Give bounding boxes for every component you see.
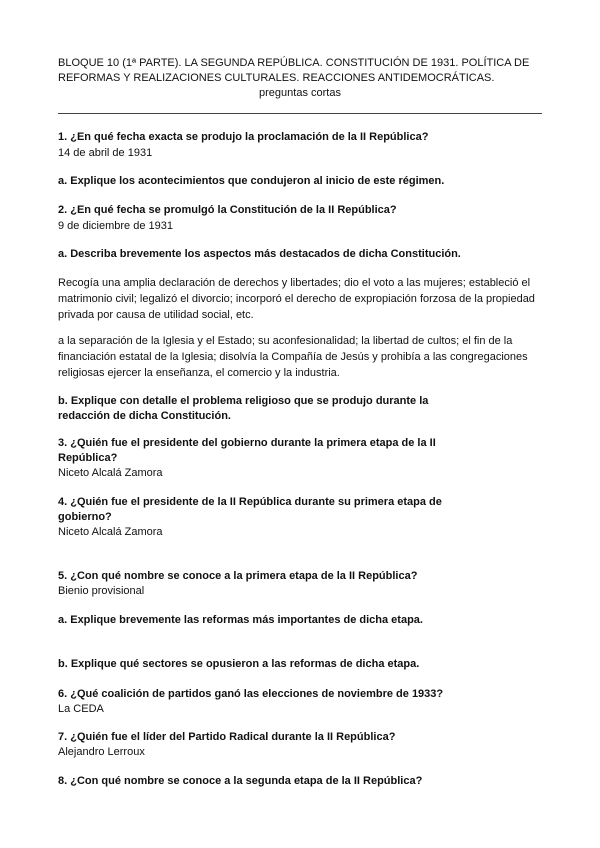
answer-2: 9 de diciembre de 1931	[58, 220, 173, 232]
question-3-line-2: República?	[58, 452, 118, 464]
answer-4: Niceto Alcalá Zamora	[58, 526, 163, 538]
answer-7: Alejandro Lerroux	[58, 746, 145, 758]
question-5: 5. ¿Con qué nombre se conoce a la primera etapa de la II República?	[58, 570, 418, 582]
title-line-1: BLOQUE 10 (1ª PARTE). LA SEGUNDA REPÚBLICA. CONSTITUCIÓN DE 1931. POLÍTICA DE	[58, 57, 530, 69]
paragraph-constitution-rights: Recogía una amplia declaración de derechos y libertades; dio el voto a las mujeres; estableció el matrimonio civil; legalizó el divorcio; incorporó el derecho de expropiación forzosa de la propiedad privada por causa de utilidad social, etc.	[58, 277, 535, 321]
question-5a: a. Explique brevemente las reformas más importantes de dicha etapa.	[58, 614, 423, 626]
answer-1: 14 de abril de 1931	[58, 147, 153, 159]
question-7: 7. ¿Quién fue el líder del Partido Radical durante la II República?	[58, 731, 396, 743]
title-line-2: REFORMAS Y REALIZACIONES CULTURALES. REACCIONES ANTIDEMOCRÁTICAS.	[58, 72, 495, 84]
question-2b-line-1: b. Explique con detalle el problema religioso que se produjo durante la	[58, 395, 429, 407]
question-6: 6. ¿Qué coalición de partidos ganó las elecciones de noviembre de 1933?	[58, 688, 444, 700]
question-3-line-1: 3. ¿Quién fue el presidente del gobierno durante la primera etapa de la II	[58, 437, 436, 449]
answer-5: Bienio provisional	[58, 585, 145, 597]
question-2: 2. ¿En qué fecha se promulgó la Constitución de la II República?	[58, 204, 397, 216]
question-1a: a. Explique los acontecimientos que condujeron al inicio de este régimen.	[58, 175, 445, 187]
question-2b-line-2: redacción de dicha Constitución.	[58, 410, 231, 422]
paragraph-religion: a la separación de la Iglesia y el Estado; su aconfesionalidad; la libertad de cultos; el fin de la financiación estatal de la Iglesia; disolvía la Compañía de Jesús y prohibía a las congregaciones religiosas ejercer la enseñanza, el comercio y la industria.	[58, 335, 528, 379]
document-header	[58, 56, 542, 101]
question-1: 1. ¿En qué fecha exacta se produjo la proclamación de la II República?	[58, 131, 429, 143]
answer-3: Niceto Alcalá Zamora	[58, 467, 163, 479]
answer-6: La CEDA	[58, 703, 104, 715]
question-4-line-1: 4. ¿Quién fue el presidente de la II República durante su primera etapa de	[58, 496, 442, 508]
subtitle: preguntas cortas	[259, 87, 341, 99]
header-divider	[58, 113, 542, 114]
question-4-line-2: gobierno?	[58, 511, 112, 523]
question-8: 8. ¿Con qué nombre se conoce a la segunda etapa de la II República?	[58, 775, 423, 787]
question-2a: a. Describa brevemente los aspectos más destacados de dicha Constitución.	[58, 248, 461, 260]
question-5b: b. Explique qué sectores se opusieron a las reformas de dicha etapa.	[58, 658, 420, 670]
